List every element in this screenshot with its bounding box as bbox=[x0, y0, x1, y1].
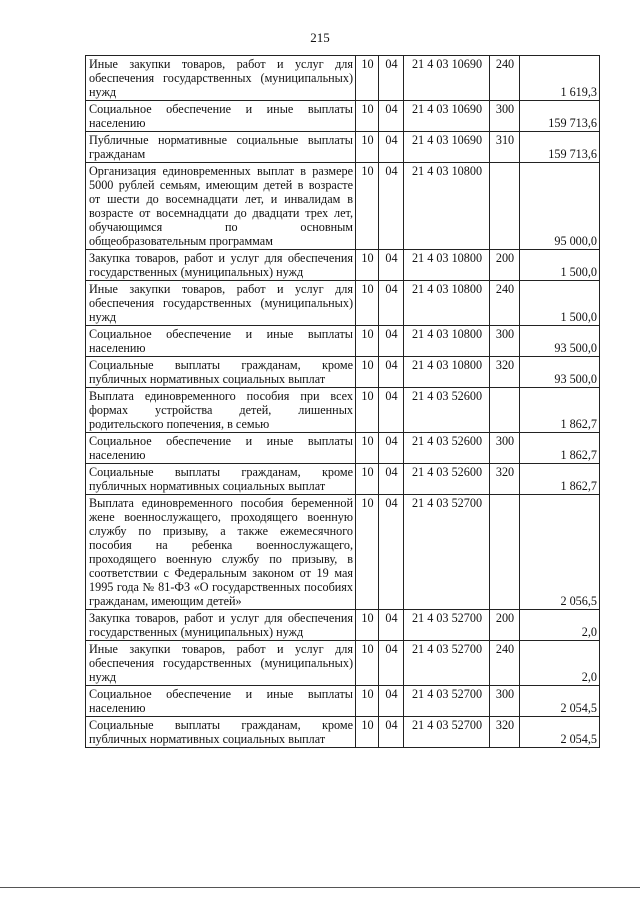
row-section: 10 bbox=[356, 163, 379, 250]
row-amount: 2,0 bbox=[520, 610, 600, 641]
row-expense-type: 320 bbox=[490, 717, 520, 748]
table-row bbox=[86, 686, 600, 717]
row-amount: 159 713,6 bbox=[520, 101, 600, 132]
table-row bbox=[86, 163, 600, 250]
row-name: Выплата единовременного пособия беременной жене военнослужащего, проходящего военную службу по призыву, а также ежемесячного пособия на ребенка военнослужащего, проходящего военную службу по призыву, в соответствии с Федеральным законом от 19 мая 1995 года № 81-ФЗ «О государственных пособиях гражданам, имеющим детей» bbox=[86, 495, 356, 610]
row-name: Иные закупки товаров, работ и услуг для обеспечения государственных (муниципальных) нужд bbox=[86, 281, 356, 326]
row-name: Социальное обеспечение и иные выплаты населению bbox=[86, 686, 356, 717]
row-subsection: 04 bbox=[379, 686, 404, 717]
row-name: Закупка товаров, работ и услуг для обеспечения государственных (муниципальных) нужд bbox=[86, 610, 356, 641]
row-name: Социальные выплаты гражданам, кроме публичных нормативных социальных выплат bbox=[86, 717, 356, 748]
row-section: 10 bbox=[356, 250, 379, 281]
table-row bbox=[86, 641, 600, 686]
row-subsection: 04 bbox=[379, 101, 404, 132]
row-expense-type: 240 bbox=[490, 281, 520, 326]
row-name: Организация единовременных выплат в размере 5000 рублей семьям, имеющим детей в возрасте от шести до восемнадцати лет, и инвалидам в возрасте от восемнадцати до двадцати трех лет, обучающимся по основным общеобразовательным программам bbox=[86, 163, 356, 250]
row-amount: 1 862,7 bbox=[520, 433, 600, 464]
budget-table bbox=[85, 55, 600, 748]
row-subsection: 04 bbox=[379, 163, 404, 250]
table-row bbox=[86, 388, 600, 433]
row-expense-type: 320 bbox=[490, 464, 520, 495]
row-target-article: 21 4 03 10690 bbox=[404, 101, 490, 132]
row-expense-type: 300 bbox=[490, 101, 520, 132]
row-name: Социальные выплаты гражданам, кроме публичных нормативных социальных выплат bbox=[86, 357, 356, 388]
row-section: 10 bbox=[356, 326, 379, 357]
row-subsection: 04 bbox=[379, 56, 404, 101]
row-subsection: 04 bbox=[379, 281, 404, 326]
row-section: 10 bbox=[356, 433, 379, 464]
budget-table-body bbox=[86, 56, 600, 748]
row-amount: 2 056,5 bbox=[520, 495, 600, 610]
row-expense-type: 320 bbox=[490, 357, 520, 388]
row-section: 10 bbox=[356, 495, 379, 610]
table-row bbox=[86, 326, 600, 357]
row-target-article: 21 4 03 52700 bbox=[404, 495, 490, 610]
table-row bbox=[86, 495, 600, 610]
row-amount: 1 862,7 bbox=[520, 464, 600, 495]
row-expense-type: 240 bbox=[490, 56, 520, 101]
row-name: Социальное обеспечение и иные выплаты населению bbox=[86, 326, 356, 357]
row-section: 10 bbox=[356, 56, 379, 101]
row-subsection: 04 bbox=[379, 250, 404, 281]
row-subsection: 04 bbox=[379, 357, 404, 388]
row-name: Социальные выплаты гражданам, кроме публичных нормативных социальных выплат bbox=[86, 464, 356, 495]
row-expense-type bbox=[490, 388, 520, 433]
row-target-article: 21 4 03 52600 bbox=[404, 464, 490, 495]
row-subsection: 04 bbox=[379, 388, 404, 433]
page-number: 215 bbox=[310, 30, 330, 45]
row-target-article: 21 4 03 52600 bbox=[404, 388, 490, 433]
row-expense-type: 300 bbox=[490, 686, 520, 717]
row-expense-type: 200 bbox=[490, 610, 520, 641]
row-amount: 93 500,0 bbox=[520, 326, 600, 357]
row-subsection: 04 bbox=[379, 641, 404, 686]
table-row bbox=[86, 56, 600, 101]
row-subsection: 04 bbox=[379, 326, 404, 357]
row-amount: 1 500,0 bbox=[520, 281, 600, 326]
row-target-article: 21 4 03 10800 bbox=[404, 357, 490, 388]
row-section: 10 bbox=[356, 101, 379, 132]
table-row bbox=[86, 357, 600, 388]
page-bottom-rule bbox=[0, 887, 640, 888]
row-section: 10 bbox=[356, 281, 379, 326]
row-expense-type bbox=[490, 495, 520, 610]
row-target-article: 21 4 03 10800 bbox=[404, 250, 490, 281]
row-amount: 2 054,5 bbox=[520, 717, 600, 748]
row-amount: 159 713,6 bbox=[520, 132, 600, 163]
row-target-article: 21 4 03 52700 bbox=[404, 717, 490, 748]
row-amount: 1 862,7 bbox=[520, 388, 600, 433]
row-expense-type: 200 bbox=[490, 250, 520, 281]
row-amount: 1 619,3 bbox=[520, 56, 600, 101]
row-section: 10 bbox=[356, 464, 379, 495]
row-expense-type bbox=[490, 163, 520, 250]
row-target-article: 21 4 03 10690 bbox=[404, 56, 490, 101]
row-target-article: 21 4 03 10800 bbox=[404, 281, 490, 326]
row-expense-type: 300 bbox=[490, 433, 520, 464]
row-name: Закупка товаров, работ и услуг для обеспечения государственных (муниципальных) нужд bbox=[86, 250, 356, 281]
row-subsection: 04 bbox=[379, 464, 404, 495]
row-target-article: 21 4 03 10800 bbox=[404, 163, 490, 250]
row-name: Социальное обеспечение и иные выплаты населению bbox=[86, 101, 356, 132]
row-target-article: 21 4 03 10800 bbox=[404, 326, 490, 357]
row-name: Публичные нормативные социальные выплаты гражданам bbox=[86, 132, 356, 163]
row-section: 10 bbox=[356, 686, 379, 717]
row-expense-type: 300 bbox=[490, 326, 520, 357]
row-target-article: 21 4 03 10690 bbox=[404, 132, 490, 163]
row-subsection: 04 bbox=[379, 717, 404, 748]
table-row bbox=[86, 250, 600, 281]
table-row bbox=[86, 717, 600, 748]
row-expense-type: 240 bbox=[490, 641, 520, 686]
table-row bbox=[86, 132, 600, 163]
row-name: Иные закупки товаров, работ и услуг для обеспечения государственных (муниципальных) нужд bbox=[86, 641, 356, 686]
table-row bbox=[86, 610, 600, 641]
row-target-article: 21 4 03 52700 bbox=[404, 641, 490, 686]
row-target-article: 21 4 03 52600 bbox=[404, 433, 490, 464]
row-amount: 2,0 bbox=[520, 641, 600, 686]
row-target-article: 21 4 03 52700 bbox=[404, 686, 490, 717]
row-amount: 95 000,0 bbox=[520, 163, 600, 250]
row-subsection: 04 bbox=[379, 495, 404, 610]
row-amount: 1 500,0 bbox=[520, 250, 600, 281]
row-subsection: 04 bbox=[379, 132, 404, 163]
row-section: 10 bbox=[356, 610, 379, 641]
row-subsection: 04 bbox=[379, 433, 404, 464]
row-name: Социальное обеспечение и иные выплаты населению bbox=[86, 433, 356, 464]
row-name: Иные закупки товаров, работ и услуг для обеспечения государственных (муниципальных) нужд bbox=[86, 56, 356, 101]
row-section: 10 bbox=[356, 132, 379, 163]
row-name: Выплата единовременного пособия при всех формах устройства детей, лишенных родительского попечения, в семью bbox=[86, 388, 356, 433]
row-section: 10 bbox=[356, 641, 379, 686]
row-target-article: 21 4 03 52700 bbox=[404, 610, 490, 641]
row-amount: 2 054,5 bbox=[520, 686, 600, 717]
row-subsection: 04 bbox=[379, 610, 404, 641]
table-row bbox=[86, 433, 600, 464]
table-row bbox=[86, 281, 600, 326]
row-section: 10 bbox=[356, 357, 379, 388]
row-amount: 93 500,0 bbox=[520, 357, 600, 388]
row-expense-type: 310 bbox=[490, 132, 520, 163]
table-row bbox=[86, 101, 600, 132]
row-section: 10 bbox=[356, 717, 379, 748]
table-row bbox=[86, 464, 600, 495]
row-section: 10 bbox=[356, 388, 379, 433]
